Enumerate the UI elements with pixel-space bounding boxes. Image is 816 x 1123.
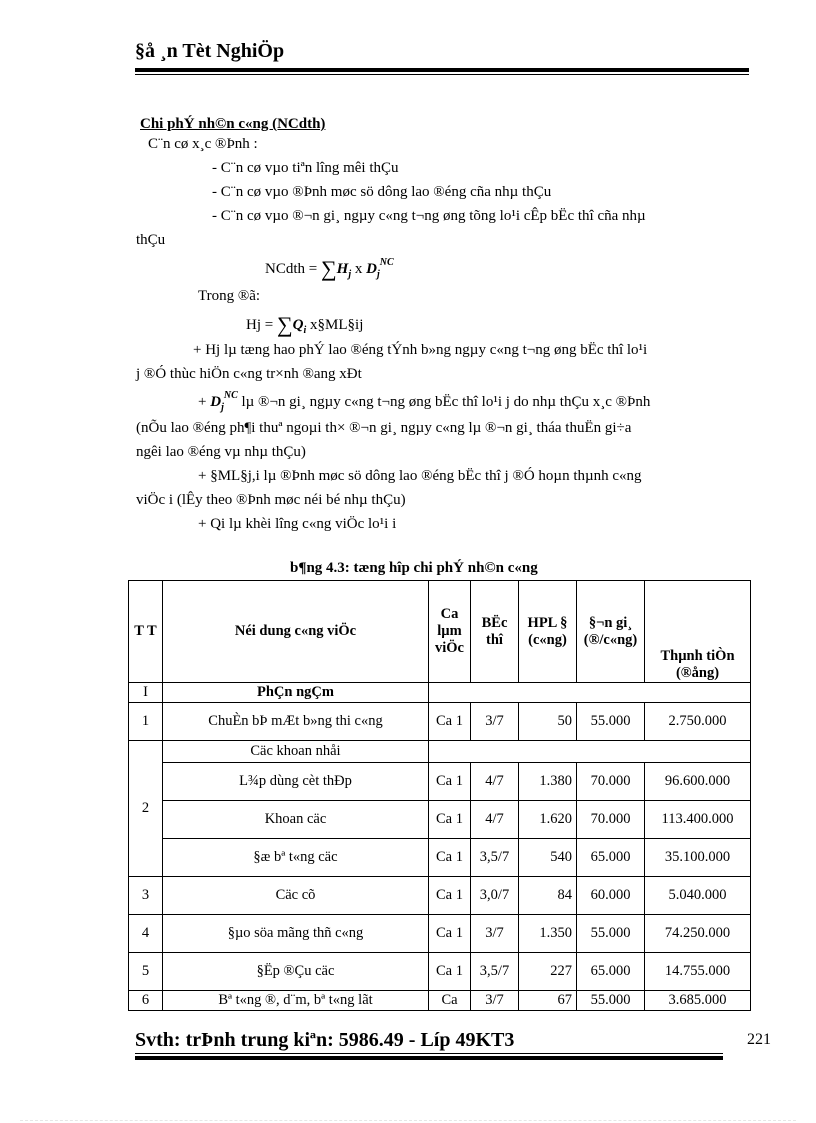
cell-bac: 3/7 bbox=[471, 915, 519, 953]
cell-thanhtien: 3.685.000 bbox=[645, 991, 751, 1011]
table-section-row bbox=[129, 683, 751, 703]
cell-content: §Ëp ®Çu cäc bbox=[163, 953, 429, 991]
basis-intro: C¨n cø x¸c ®Þnh : bbox=[148, 136, 258, 152]
cell-ca: Ca 1 bbox=[429, 763, 471, 801]
formula-ncdth: NCdth = $\sum H_j$ x $D_j^{NC}$ bbox=[265, 256, 394, 281]
cell-tt: 1 bbox=[129, 703, 163, 741]
cell-thanhtien: 113.400.000 bbox=[645, 801, 751, 839]
cell-hpl: 1.350 bbox=[519, 915, 577, 953]
cell-dongia: 65.000 bbox=[577, 953, 645, 991]
cell-dongia: 55.000 bbox=[577, 915, 645, 953]
trong-do-label: Trong ®ã: bbox=[198, 288, 261, 304]
table-caption: b¶ng 4.3: tæng hîp chi phÝ nh©n c«ng bbox=[290, 560, 538, 576]
note-dj-3: ngêi lao ®éng vµ nhµ thÇu) bbox=[136, 444, 306, 460]
cell-dongia: 60.000 bbox=[577, 877, 645, 915]
cell-content: §æ bª t«ng cäc bbox=[163, 839, 429, 877]
note-hj-1: + Hj lµ tæng hao phÝ lao ®éng tÝnh b»ng ngµy c«ng t¬ng øng bËc thî lo¹i bbox=[193, 342, 648, 358]
cell-content: Cäc cõ bbox=[163, 877, 429, 915]
cell-content: §µo söa mãng thñ c«ng bbox=[163, 915, 429, 953]
cell-hpl: 1.380 bbox=[519, 763, 577, 801]
cell-ca: Ca 1 bbox=[429, 877, 471, 915]
basis-item-3: - C¨n cø vµo ®¬n gi¸ ngµy c«ng t¬ng øng tõng lo¹i cÊp bËc thî cña nhµ bbox=[212, 208, 646, 224]
section-tt: I bbox=[129, 683, 163, 703]
formula-hj: $Hj = \sum Q_i$ x§ML§ij bbox=[246, 312, 364, 337]
table-row bbox=[129, 915, 751, 953]
cell-ca: Ca 1 bbox=[429, 839, 471, 877]
cell-dongia: 70.000 bbox=[577, 801, 645, 839]
cell-ca: Ca 1 bbox=[429, 703, 471, 741]
header-ca: Ca lµm viÖc bbox=[429, 581, 471, 683]
note-dml-1: + §ML§j,i lµ ®Þnh møc sö dông lao ®éng bËc thî j ®Ó hoµn thµnh c«ng bbox=[198, 468, 642, 484]
header-bac: BËc thî bbox=[471, 581, 519, 683]
cell-dongia: 65.000 bbox=[577, 839, 645, 877]
page-edge-divider bbox=[20, 1120, 796, 1121]
cell-thanhtien: 5.040.000 bbox=[645, 877, 751, 915]
group-empty bbox=[429, 741, 751, 763]
table-group-title-row bbox=[129, 741, 751, 763]
cell-bac: 3/7 bbox=[471, 991, 519, 1011]
cell-hpl: 540 bbox=[519, 839, 577, 877]
section-label: PhÇn ngÇm bbox=[163, 683, 429, 703]
header-thanhtien: Thµnh tiÒn (®ång) bbox=[645, 581, 751, 683]
note-hj-2: j ®Ó thùc hiÖn c«ng tr×nh ®ang xÐt bbox=[136, 366, 362, 382]
cell-tt: 6 bbox=[129, 991, 163, 1011]
header-rule-thick bbox=[135, 68, 749, 72]
basis-item-1: - C¨n cø vµo tiªn lîng mêi thÇu bbox=[212, 160, 399, 176]
note-dj-2: (nÕu lao ®éng ph¶i thuª ngoµi th× ®¬n gi¸ ngµy c«ng lµ ®¬n gi¸ tháa thuËn gi÷a bbox=[136, 420, 632, 436]
header-rule-thin bbox=[135, 74, 749, 75]
cell-content: Bª t«ng ®, d¨m, bª t«ng lãt bbox=[163, 991, 429, 1011]
header-tt: T T bbox=[129, 581, 163, 683]
cell-thanhtien: 74.250.000 bbox=[645, 915, 751, 953]
cell-hpl: 1.620 bbox=[519, 801, 577, 839]
basis-item-3-cont: thÇu bbox=[136, 232, 166, 248]
cell-thanhtien: 2.750.000 bbox=[645, 703, 751, 741]
cell-bac: 3/7 bbox=[471, 703, 519, 741]
cell-bac: 4/7 bbox=[471, 763, 519, 801]
cell-ca: Ca 1 bbox=[429, 953, 471, 991]
table-row bbox=[129, 877, 751, 915]
note-dj: + $D_j^{NC}$ lµ ®¬n gi¸ ngµy c«ng t¬ng øng bËc thî lo¹i j do nhµ thÇu x¸c ®Þnh bbox=[198, 390, 651, 413]
table-row bbox=[129, 703, 751, 741]
cell-content: L¾p dùng cèt thÐp bbox=[163, 763, 429, 801]
cell-bac: 3,5/7 bbox=[471, 953, 519, 991]
table-header-row bbox=[129, 581, 751, 683]
cell-bac: 3,0/7 bbox=[471, 877, 519, 915]
footer-rule-thin bbox=[135, 1053, 723, 1054]
cell-thanhtien: 14.755.000 bbox=[645, 953, 751, 991]
note-qi: + Qi lµ khèi lîng c«ng viÖc lo¹i i bbox=[198, 516, 397, 532]
cell-hpl: 84 bbox=[519, 877, 577, 915]
cell-ca: Ca 1 bbox=[429, 915, 471, 953]
cell-content: ChuÈn bÞ mÆt b»ng thi c«ng bbox=[163, 703, 429, 741]
table-row bbox=[129, 763, 751, 801]
table-row bbox=[129, 991, 751, 1011]
cell-thanhtien: 35.100.000 bbox=[645, 839, 751, 877]
section-heading: Chi phÝ nh©n c«ng (NCdth) bbox=[140, 116, 326, 132]
table-row bbox=[129, 839, 751, 877]
cell-tt: 2 bbox=[129, 741, 163, 877]
cell-bac: 4/7 bbox=[471, 801, 519, 839]
document-header-title: §å ¸n Tèt NghiÖp bbox=[135, 40, 285, 62]
table-row bbox=[129, 953, 751, 991]
header-dongia: §¬n gi¸ (®/c«ng) bbox=[577, 581, 645, 683]
basis-item-2: - C¨n cø vµo ®Þnh møc sö dông lao ®éng cña nhµ thÇu bbox=[212, 184, 552, 200]
cell-bac: 3,5/7 bbox=[471, 839, 519, 877]
note-dml-2: viÖc i (lÊy theo ®Þnh møc néi bé nhµ thÇu) bbox=[136, 492, 406, 508]
cell-hpl: 50 bbox=[519, 703, 577, 741]
footer-student-info: Svth: trÞnh trung kiªn: 5986.49 - Líp 49KT3 bbox=[135, 1029, 515, 1051]
table-row bbox=[129, 801, 751, 839]
cell-dongia: 70.000 bbox=[577, 763, 645, 801]
cell-tt: 3 bbox=[129, 877, 163, 915]
cell-tt: 5 bbox=[129, 953, 163, 991]
header-hpl: HPL § (c«ng) bbox=[519, 581, 577, 683]
section-empty bbox=[429, 683, 751, 703]
cell-ca: Ca 1 bbox=[429, 801, 471, 839]
cell-ca: Ca bbox=[429, 991, 471, 1011]
cell-hpl: 227 bbox=[519, 953, 577, 991]
labor-cost-table bbox=[128, 580, 751, 1011]
cell-dongia: 55.000 bbox=[577, 991, 645, 1011]
header-content: Néi dung c«ng viÖc bbox=[163, 581, 429, 683]
cell-dongia: 55.000 bbox=[577, 703, 645, 741]
cell-thanhtien: 96.600.000 bbox=[645, 763, 751, 801]
footer-rule-thick bbox=[135, 1056, 723, 1060]
page-number: 221 bbox=[747, 1031, 771, 1048]
cell-content: Khoan cäc bbox=[163, 801, 429, 839]
cell-hpl: 67 bbox=[519, 991, 577, 1011]
cell-tt: 4 bbox=[129, 915, 163, 953]
group-title: Cäc khoan nhåi bbox=[163, 741, 429, 763]
